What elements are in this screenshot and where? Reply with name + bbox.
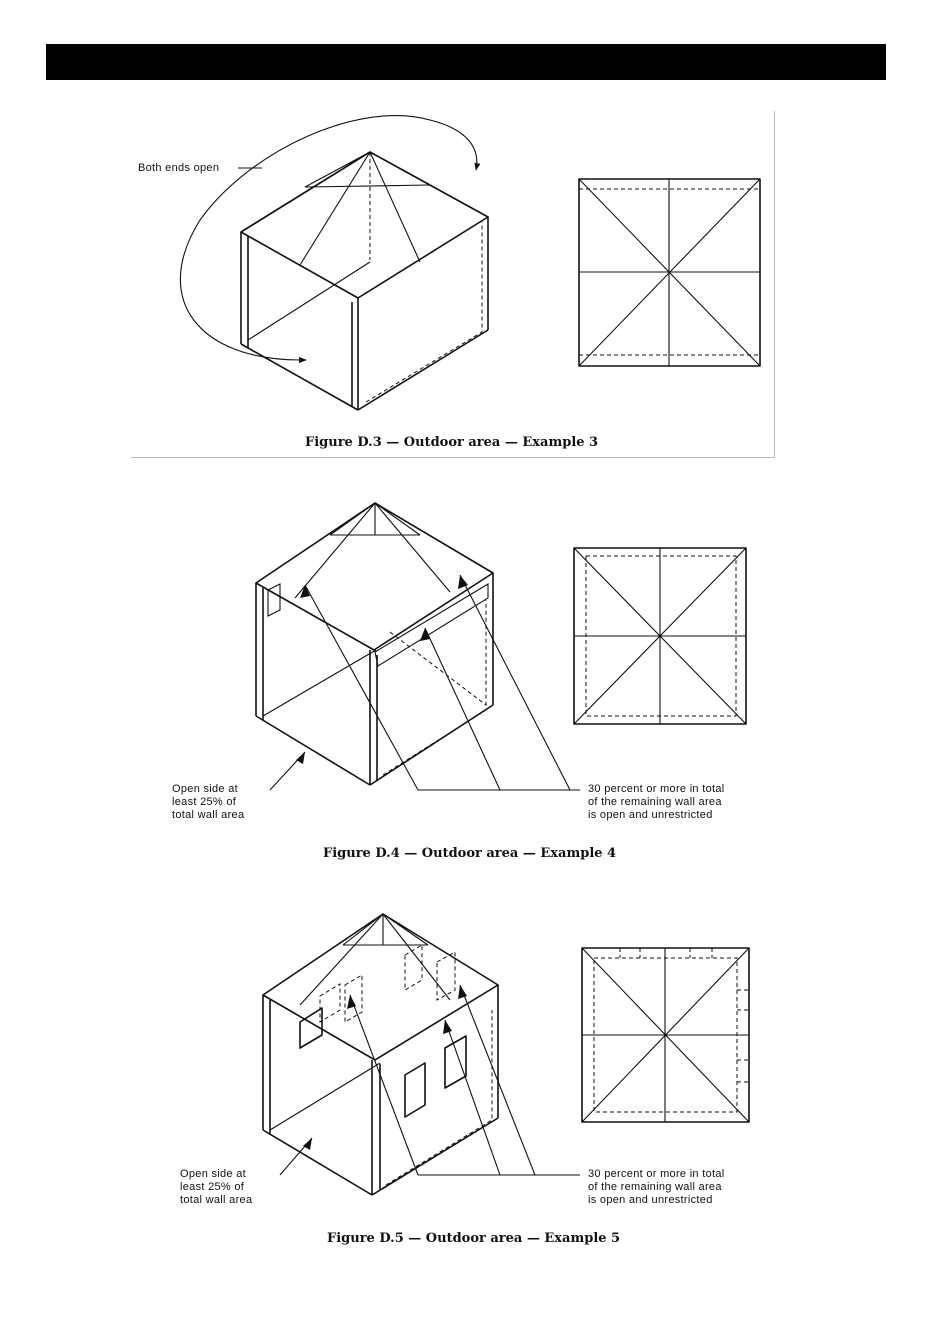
d5-label-open-side: Open side at least 25% of total wall area bbox=[180, 1168, 253, 1206]
d4-caption: Figure D.4 — Outdoor area — Example 4 bbox=[323, 846, 617, 861]
d5-plan-view bbox=[582, 948, 749, 1122]
d3-label-ends: Both ends open bbox=[138, 162, 220, 174]
d5-iso-structure bbox=[263, 914, 580, 1195]
d5-caption: Figure D.5 — Outdoor area — Example 5 bbox=[327, 1231, 621, 1246]
d4-label-remaining: 30 percent or more in total of the remaining wall area is open and unrestricted bbox=[588, 783, 725, 821]
d4-label-open-side: Open side at least 25% of total wall area bbox=[172, 783, 245, 821]
d5-label-remaining: 30 percent or more in total of the remaining wall area is open and unrestricted bbox=[588, 1168, 725, 1206]
d3-caption: Figure D.3 — Outdoor area — Example 3 bbox=[305, 435, 599, 450]
